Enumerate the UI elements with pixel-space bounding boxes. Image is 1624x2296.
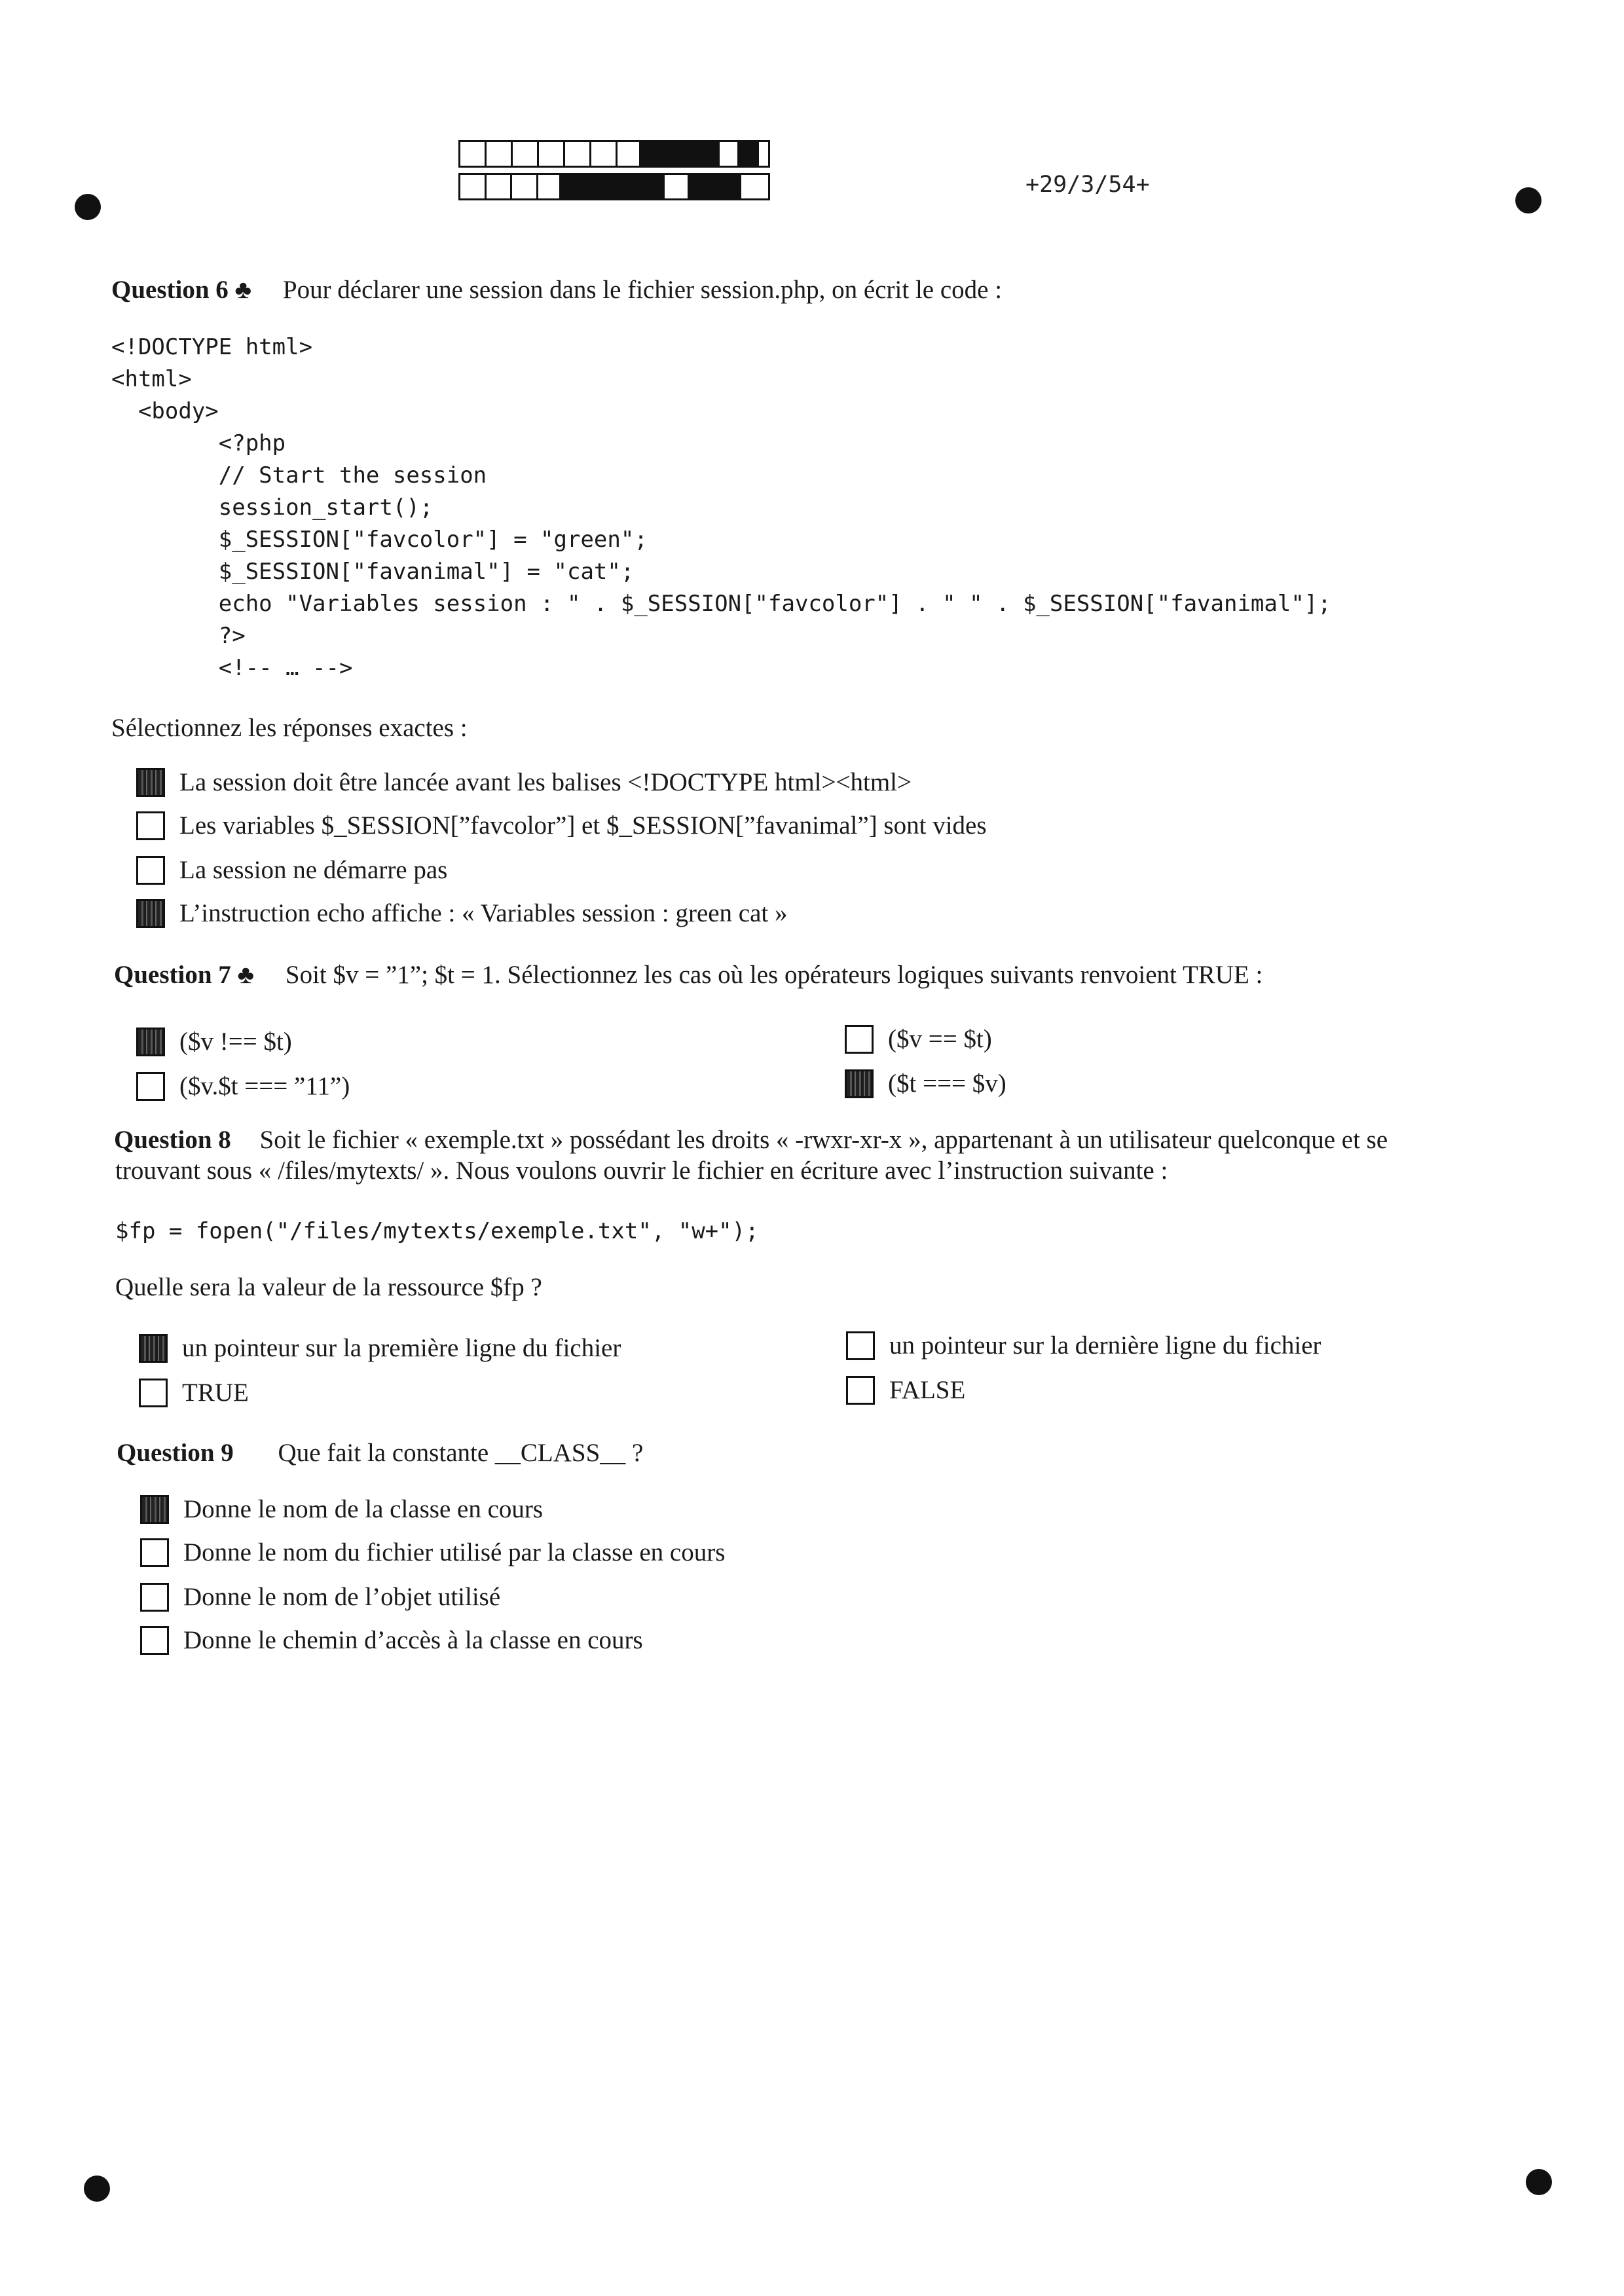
question-8-prompt: Quelle sera la valeur de la ressource $fp ? <box>115 1273 542 1301</box>
option-label: Donne le chemin d’accès à la classe en cours <box>183 1626 643 1654</box>
question-6-prompt: Sélectionnez les réponses exactes : <box>111 714 468 742</box>
option-label: Donne le nom de l’objet utilisé <box>183 1583 501 1611</box>
checkbox-checked[interactable] <box>136 899 165 928</box>
code-line: <!DOCTYPE html> <box>111 334 313 360</box>
q9-option-2[interactable] <box>140 1538 725 1567</box>
option-label: Donne le nom de la classe en cours <box>183 1495 544 1523</box>
option-label: L’instruction echo affiche : « Variables session : green cat » <box>179 899 788 927</box>
q7-option-1[interactable] <box>136 1027 292 1056</box>
page-code: +29/3/54+ <box>1025 172 1150 198</box>
question-6-text: Pour déclarer une session dans le fichier session.php, on écrit le code : <box>282 276 1003 304</box>
question-9-header <box>117 1438 643 1468</box>
question-8-text-line-2: trouvant sous « /files/mytexts/ ». Nous voulons ouvrir le fichier en écriture avec l’instruction suivante : <box>115 1157 1168 1185</box>
code-line: <?php <box>111 430 286 456</box>
option-label: ($t === $v) <box>888 1069 1006 1098</box>
q7-option-2[interactable] <box>845 1024 992 1054</box>
checkbox-checked[interactable] <box>139 1334 168 1363</box>
code-line: $_SESSION["favanimal"] = "cat"; <box>111 559 635 585</box>
question-7-text: Soit $v = ”1”; $t = 1. Sélectionnez les cas où les opérateurs logiques suivants renvoient TRUE : <box>285 961 1263 989</box>
option-label: FALSE <box>889 1376 966 1404</box>
question-8-text-line-1: Soit le fichier « exemple.txt » possédant les droits « -rwxr-xr-x », appartenant à un utilisateur quelconque et se <box>259 1126 1388 1154</box>
registration-mark-top-left <box>75 194 101 220</box>
checkbox[interactable] <box>136 856 165 885</box>
checkbox-checked[interactable] <box>140 1495 169 1524</box>
option-label: ($v == $t) <box>888 1025 992 1053</box>
barcode-bottom <box>458 173 770 200</box>
code-line: ?> <box>111 623 246 649</box>
q8-option-1[interactable] <box>139 1333 621 1363</box>
option-label: Donne le nom du fichier utilisé par la classe en cours <box>183 1538 726 1566</box>
checkbox[interactable] <box>846 1331 875 1360</box>
q8-option-3[interactable] <box>139 1378 249 1407</box>
question-8-label: Question 8 <box>114 1126 231 1154</box>
q6-option-3[interactable] <box>136 855 447 885</box>
question-6-header <box>111 275 1002 305</box>
code-line: <body> <box>111 398 219 424</box>
question-9-label: Question 9 <box>117 1439 234 1467</box>
option-label: Les variables $_SESSION[”favcolor”] et $_SESSION[”favanimal”] sont vides <box>179 811 987 840</box>
q6-option-4[interactable] <box>136 898 788 928</box>
code-line: $_SESSION["favcolor"] = "green"; <box>111 527 648 553</box>
registration-mark-bottom-right <box>1526 2169 1552 2195</box>
option-label: La session ne démarre pas <box>179 856 448 884</box>
option-label: ($v.$t === ”11”) <box>179 1072 350 1100</box>
code-line: session_start(); <box>111 494 434 521</box>
q6-option-1[interactable] <box>136 768 912 797</box>
registration-mark-bottom-left <box>84 2176 110 2202</box>
option-label: un pointeur sur la première ligne du fichier <box>182 1334 621 1362</box>
question-7-header <box>114 960 1263 990</box>
checkbox[interactable] <box>846 1376 875 1405</box>
barcode-top <box>458 140 770 168</box>
checkbox[interactable] <box>136 1072 165 1101</box>
code-line: echo "Variables session : " . $_SESSION["favcolor"] . " " . $_SESSION["favanimal"]; <box>111 591 1331 617</box>
code-line: <!-- … --> <box>111 655 353 681</box>
option-label: TRUE <box>182 1379 249 1407</box>
question-6-code <box>111 331 1331 684</box>
checkbox[interactable] <box>140 1583 169 1612</box>
q9-option-3[interactable] <box>140 1582 500 1612</box>
q7-option-3[interactable] <box>136 1071 350 1101</box>
q6-option-2[interactable] <box>136 811 987 840</box>
question-9-text: Que fait la constante __CLASS__ ? <box>278 1439 644 1467</box>
checkbox[interactable] <box>845 1025 874 1054</box>
question-8-code: $fp = fopen("/files/mytexts/exemple.txt", "w+"); <box>115 1218 759 1244</box>
q8-option-2[interactable] <box>846 1331 1321 1360</box>
checkbox-checked[interactable] <box>136 768 165 797</box>
q7-option-4[interactable] <box>845 1069 1006 1098</box>
checkbox[interactable] <box>140 1626 169 1655</box>
club-icon: ♣ <box>237 961 255 989</box>
question-8-header <box>114 1125 1388 1155</box>
option-label: ($v !== $t) <box>179 1028 292 1056</box>
question-7-label: Question 7 <box>114 961 231 989</box>
checkbox-checked[interactable] <box>136 1028 165 1056</box>
registration-mark-top-right <box>1515 187 1541 213</box>
club-icon: ♣ <box>234 276 252 304</box>
option-label: un pointeur sur la dernière ligne du fichier <box>889 1331 1321 1360</box>
q9-option-4[interactable] <box>140 1625 643 1655</box>
checkbox[interactable] <box>136 811 165 840</box>
checkbox[interactable] <box>139 1379 168 1407</box>
q8-option-4[interactable] <box>846 1375 965 1405</box>
code-line: // Start the session <box>111 462 487 489</box>
question-6-label: Question 6 <box>111 276 229 304</box>
checkbox-checked[interactable] <box>845 1069 874 1098</box>
checkbox[interactable] <box>140 1538 169 1567</box>
option-label: La session doit être lancée avant les balises <!DOCTYPE html><html> <box>179 768 912 796</box>
q9-option-1[interactable] <box>140 1494 543 1524</box>
code-line: <html> <box>111 366 192 392</box>
